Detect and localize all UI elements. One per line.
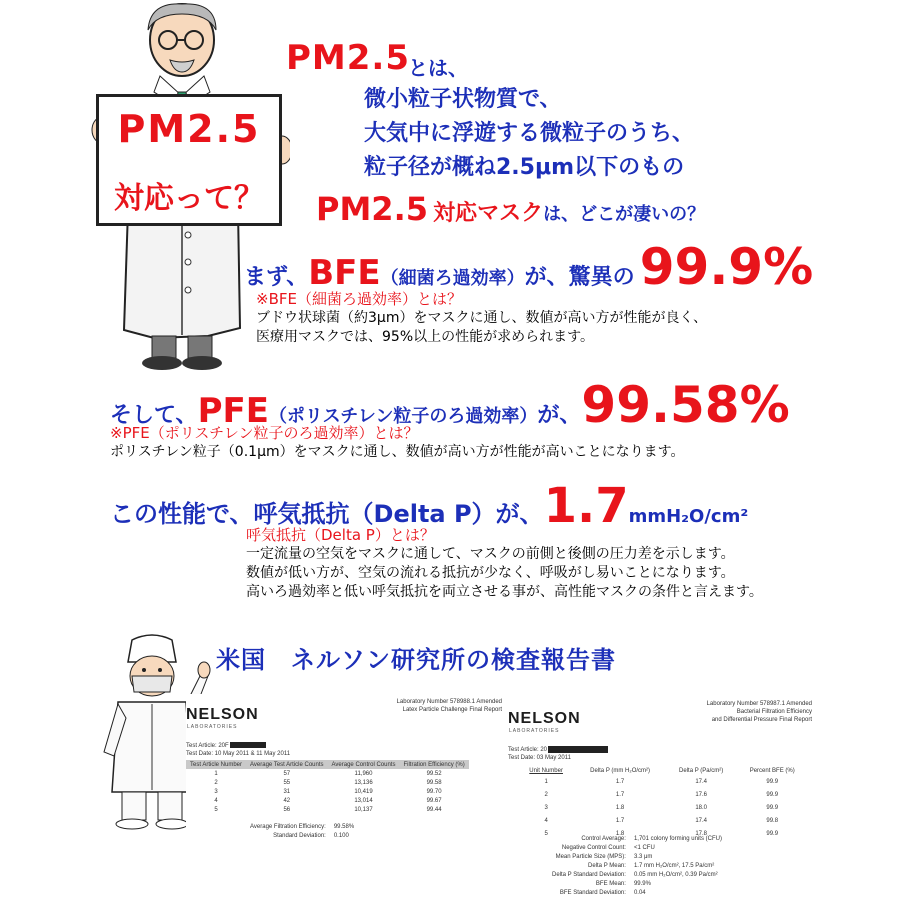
summary-value: 1,701 colony forming units (CFU): [633, 835, 722, 842]
summary-value: 99.9%: [633, 880, 651, 887]
pfe-note-line1: ポリスチレン粒子（0.1μm）をマスクに通し、数値が高い方が性能が高いことになります。: [110, 444, 685, 460]
delta-p-note-title: 呼気抵抗（Delta P）とは？: [246, 526, 435, 544]
report-bfe: [508, 694, 818, 898]
summary-label: BFE Standard Deviation:: [559, 889, 626, 896]
pm25-heading-suffix: とは、: [408, 56, 468, 80]
report1-table: [186, 760, 469, 814]
signboard-line2: 対応って？: [114, 181, 264, 216]
delta-p-note-line3: 高いろ過効率と低い呼気抵抗を両立させる事が、高性能マスクの条件と言えます。: [246, 584, 763, 600]
report2-header-line3: and Differential Pressure Final Report: [711, 717, 812, 723]
pfe-note: [110, 424, 685, 462]
table-row: 3 31 10,419 99.70: [214, 788, 442, 795]
table-row: 5 56 10,137 99.44: [214, 806, 442, 813]
report1-logo: NELSON: [186, 706, 259, 723]
bfe-value: 99.9%: [639, 238, 814, 296]
delta-p-note-line2: 数値が低い方が、空気の流れる抵抗が少なく、呼吸がし易いことになります。: [246, 565, 735, 581]
report1-test-date: Test Date: 10 May 2011 & 11 May 2011: [186, 751, 291, 757]
report1-col-header: Average Control Counts: [328, 760, 400, 769]
report1-col-header: Test Article Number: [186, 760, 246, 769]
mask-question-mid: 対応マスク: [433, 201, 544, 226]
summary-label: Delta P Standard Deviation:: [552, 871, 626, 878]
delta-p-value: 1.7: [543, 478, 629, 534]
report2-test-article: Test Article: 20: [508, 746, 608, 754]
table-row: 3 1.8 18.0 99.9: [544, 804, 779, 811]
bfe-acronym: BFE: [308, 253, 381, 293]
pfe-paren: （ポリスチレン粒子のろ過効率）: [268, 406, 538, 427]
summary-label: BFE Mean:: [595, 880, 626, 887]
signboard-line1: PM2.5: [117, 107, 261, 151]
report2-col-header: Delta P (Pa/cm²): [679, 767, 724, 774]
delta-p-lead: この性能で、呼気抵抗（Delta P）が、: [110, 500, 544, 528]
bfe-note-line2: 医療用マスクでは、95%以上の性能が求められます。: [256, 329, 594, 345]
table-row: 1 57 11,960 99.52: [214, 770, 442, 777]
report-pfe: [186, 694, 502, 844]
bfe-heading: [244, 238, 813, 296]
report2-test-date: Test Date: 03 May 2011: [508, 755, 571, 762]
pm25-heading: PM2.5: [286, 38, 410, 78]
report2-table: [518, 766, 808, 840]
mask-question: [316, 190, 705, 228]
report2-logo-sub: LABORATORIES: [509, 728, 560, 734]
signboard: [96, 94, 282, 226]
report1-col-header: Filtration Efficiency (%): [399, 760, 468, 769]
bfe-paren: （細菌ろ過効率）: [380, 268, 525, 289]
mask-question-tail: は、どこが凄いの？: [543, 204, 706, 225]
report2-header-line1: Laboratory Number 578987.1 Amended: [706, 701, 812, 707]
pfe-acronym: PFE: [197, 391, 269, 431]
report2-header-line2: Bacterial Filtration Efficiency: [736, 709, 812, 715]
bfe-lead: まず、: [244, 265, 309, 290]
bfe-mid: が、驚異の: [524, 265, 635, 290]
bfe-note-title: ※BFE（細菌ろ過効率）とは？: [256, 290, 462, 308]
pm25-definition-line3: 粒子径が概ね2.5μm以下のもの: [364, 155, 685, 180]
summary-label: Standard Deviation:: [273, 832, 326, 839]
summary-label: Average Filtration Efficiency:: [250, 823, 326, 830]
report1-col-header: Average Test Article Counts: [246, 760, 328, 769]
pfe-mid: が、: [537, 403, 582, 428]
summary-label: Delta P Mean:: [588, 862, 626, 869]
bfe-note-line1: ブドウ状球菌（約3μm）をマスクに通し、数値が高い方が性能が良く、: [256, 310, 708, 326]
delta-p-note-line1: 一定流量の空気をマスクに通して、マスクの前側と後側の圧力差を示します。: [246, 546, 735, 562]
table-row: 2 1.7 17.6 99.9: [544, 791, 779, 798]
report1-test-article: Test Article: 20F: [186, 742, 290, 750]
pfe-value: 99.58%: [581, 376, 790, 434]
table-row: 2 55 13,136 99.58: [214, 779, 442, 786]
summary-value: <1 CFU: [633, 844, 655, 851]
summary-value: 0.05 mm H₂O/cm², 0.39 Pa/cm²: [633, 871, 718, 878]
report2-col-header: Unit Number: [529, 767, 563, 774]
pfe-note-title: ※PFE（ポリスチレン粒子のろ過効率）とは？: [110, 424, 419, 442]
report1-header-line1: Laboratory Number 578988.1 Amended: [396, 699, 502, 705]
summary-value: 1.7 mm H₂O/cm², 17.5 Pa/cm²: [633, 862, 715, 869]
delta-p-note: [246, 526, 846, 602]
summary-label: Mean Particle Size (MPS):: [555, 853, 626, 860]
bfe-note: [256, 290, 776, 347]
summary-value: 3.3 μm: [633, 853, 653, 860]
report1-header-line2: Latex Particle Challenge Final Report: [402, 707, 502, 713]
report2-col-header: Delta P (mm H₂O/cm²): [590, 767, 651, 774]
mask-question-term: PM2.5: [316, 190, 428, 228]
table-row: 4 42 13,014 99.67: [214, 797, 442, 804]
report2-logo: NELSON: [508, 710, 581, 727]
table-row: 5 1.8 17.8 99.9: [544, 830, 779, 837]
summary-label: Control Average:: [581, 835, 626, 842]
table-row: 4 1.7 17.4 99.8: [544, 817, 779, 824]
summary-value: 99.58%: [333, 823, 355, 830]
report1-logo-sub: LABORATORIES: [187, 724, 238, 730]
report2-summary: [548, 834, 726, 897]
summary-value: 0.100: [333, 832, 349, 839]
pfe-lead: そして、: [110, 403, 198, 428]
report2-col-header: Percent BFE (%): [749, 767, 795, 774]
summary-label: Negative Control Count:: [561, 844, 626, 851]
summary-value: 0.04: [633, 889, 646, 896]
table-row: 1 1.7 17.4 99.9: [544, 778, 779, 785]
delta-p-unit: mmH₂O/cm²: [628, 506, 749, 527]
pm25-definition-line1: 微小粒子状物質で、: [364, 87, 562, 112]
pm25-definition-line2: 大気中に浮遊する微粒子のうち、: [364, 121, 695, 146]
nelson-report-title: 米国 ネルソン研究所の検査報告書: [216, 646, 616, 674]
report1-summary: [246, 822, 358, 840]
